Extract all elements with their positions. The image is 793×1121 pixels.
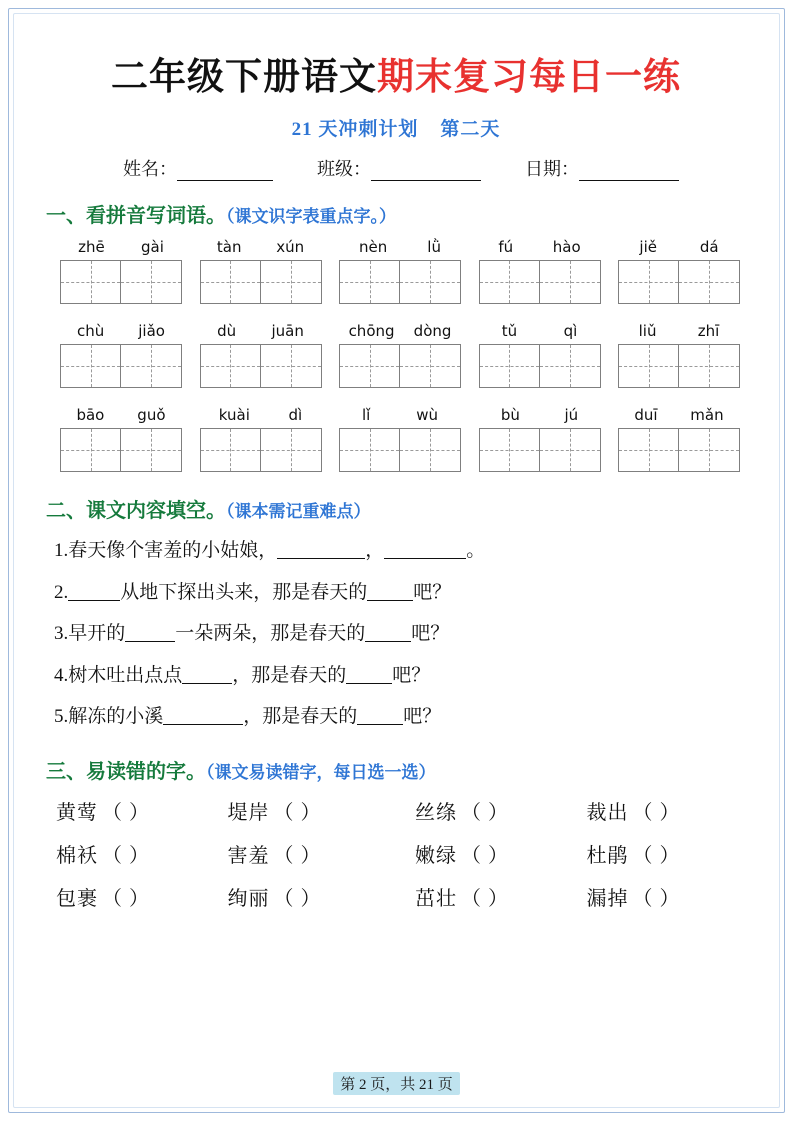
answer-parentheses[interactable]: （ ） bbox=[632, 887, 681, 910]
tianzige-cell[interactable] bbox=[60, 428, 121, 472]
tianzige-pair[interactable] bbox=[60, 344, 182, 388]
answer-parentheses[interactable]: （ ） bbox=[102, 887, 150, 910]
tianzige-cell[interactable] bbox=[679, 344, 740, 388]
tianzige-cell[interactable] bbox=[60, 344, 121, 388]
pinyin-item bbox=[618, 406, 740, 472]
answer-blank[interactable] bbox=[182, 667, 232, 684]
pinyin-item bbox=[618, 238, 740, 304]
pinyin-syllable: tàn bbox=[216, 238, 242, 256]
tianzige-cell[interactable] bbox=[618, 344, 679, 388]
tianzige-cell[interactable] bbox=[679, 260, 740, 304]
answer-parentheses[interactable]: （ ） bbox=[102, 801, 150, 824]
tianzige-cell[interactable] bbox=[121, 260, 182, 304]
tianzige-cell[interactable] bbox=[261, 344, 322, 388]
pinyin-item bbox=[618, 322, 740, 388]
pinyin-syllable: bù bbox=[500, 406, 520, 424]
pinyin-syllable: bāo bbox=[76, 406, 105, 424]
tianzige-pair[interactable] bbox=[339, 344, 461, 388]
page-title bbox=[46, 46, 746, 100]
page-content bbox=[46, 34, 746, 925]
pinyin-syllable: zhē bbox=[78, 238, 105, 256]
answer-parentheses[interactable]: （ ） bbox=[273, 887, 322, 910]
pinyin-label bbox=[479, 322, 601, 340]
question-text: 吧？ bbox=[411, 623, 450, 645]
pinyin-label bbox=[339, 406, 461, 424]
character-item bbox=[415, 839, 587, 868]
fill-in-blank-list bbox=[46, 537, 746, 731]
answer-parentheses[interactable]: （ ） bbox=[460, 887, 509, 910]
tianzige-cell[interactable] bbox=[400, 260, 461, 304]
pinyin-syllable: liǔ bbox=[638, 322, 657, 340]
answer-blank[interactable] bbox=[125, 625, 175, 642]
tianzige-cell[interactable] bbox=[479, 428, 540, 472]
answer-blank[interactable] bbox=[346, 667, 392, 684]
character-word: 裁出 bbox=[586, 801, 629, 824]
pinyin-syllable: dòng bbox=[413, 322, 452, 340]
pinyin-syllable: gài bbox=[140, 238, 164, 256]
tianzige-pair[interactable] bbox=[200, 260, 322, 304]
name-label: 姓名： bbox=[123, 159, 177, 179]
question-item bbox=[54, 620, 746, 648]
tianzige-cell[interactable] bbox=[540, 344, 601, 388]
answer-blank[interactable] bbox=[277, 542, 365, 559]
pinyin-label bbox=[339, 322, 461, 340]
tianzige-cell[interactable] bbox=[339, 428, 400, 472]
tianzige-cell[interactable] bbox=[200, 260, 261, 304]
pinyin-syllable: chù bbox=[77, 322, 105, 340]
character-word: 包裹 bbox=[56, 887, 98, 910]
pinyin-label bbox=[60, 238, 182, 256]
pinyin-label bbox=[60, 322, 182, 340]
student-info-row bbox=[46, 155, 746, 181]
subtitle-day: 第二天 bbox=[440, 119, 501, 140]
answer-parentheses[interactable]: （ ） bbox=[460, 844, 509, 867]
pinyin-label bbox=[200, 406, 322, 424]
answer-blank[interactable] bbox=[163, 708, 243, 725]
tianzige-cell[interactable] bbox=[679, 428, 740, 472]
character-item bbox=[586, 796, 746, 825]
pinyin-label bbox=[618, 322, 740, 340]
character-word: 堤岸 bbox=[227, 801, 270, 824]
question-item bbox=[54, 703, 746, 731]
character-word: 害羞 bbox=[227, 844, 270, 867]
pinyin-item bbox=[479, 238, 601, 304]
character-item bbox=[56, 796, 228, 825]
answer-blank[interactable] bbox=[384, 542, 466, 559]
character-word: 嫩绿 bbox=[414, 844, 457, 867]
character-word: 棉袄 bbox=[56, 844, 98, 867]
tianzige-cell[interactable] bbox=[121, 344, 182, 388]
pinyin-syllable: lǐ bbox=[361, 406, 371, 424]
character-item bbox=[228, 839, 415, 868]
character-item bbox=[228, 796, 415, 825]
pinyin-syllable: kuài bbox=[218, 406, 250, 424]
name-input-line[interactable] bbox=[177, 166, 273, 181]
pinyin-label bbox=[60, 406, 182, 424]
tianzige-cell[interactable] bbox=[200, 428, 261, 472]
pinyin-writing-block bbox=[46, 238, 746, 472]
pinyin-syllable: xún bbox=[276, 238, 305, 256]
tianzige-pair[interactable] bbox=[200, 428, 322, 472]
pinyin-label bbox=[618, 406, 740, 424]
section-1-title: 一、看拼音写词语。 bbox=[46, 205, 226, 227]
answer-blank[interactable] bbox=[365, 625, 411, 642]
pinyin-item bbox=[479, 406, 601, 472]
class-input-line[interactable] bbox=[371, 166, 481, 181]
tianzige-pair[interactable] bbox=[339, 260, 461, 304]
pinyin-syllable: lǜ bbox=[427, 238, 441, 256]
character-word: 漏掉 bbox=[586, 887, 629, 910]
pinyin-item bbox=[339, 322, 461, 388]
section-1-note: （课文识字表重点字。） bbox=[226, 207, 396, 226]
pinyin-syllable: guǒ bbox=[137, 406, 166, 424]
character-word: 茁壮 bbox=[414, 887, 457, 910]
date-label: 日期： bbox=[525, 159, 579, 179]
answer-parentheses[interactable]: （ ） bbox=[460, 801, 509, 824]
tianzige-pair[interactable] bbox=[618, 428, 740, 472]
question-text: 从地下探出头来，那是春天的 bbox=[120, 581, 368, 603]
pinyin-label bbox=[479, 238, 601, 256]
character-word: 丝绦 bbox=[414, 801, 457, 824]
pinyin-syllable: qì bbox=[563, 322, 578, 340]
tianzige-cell[interactable] bbox=[339, 260, 400, 304]
question-item bbox=[54, 537, 746, 565]
section-heading-3 bbox=[46, 755, 746, 784]
question-text: 2. bbox=[54, 581, 69, 603]
section-3-note: （课文易读错字，每日选一选） bbox=[206, 762, 436, 782]
character-item bbox=[415, 796, 587, 825]
question-text: 1.春天像个害羞的小姑娘， bbox=[54, 540, 278, 561]
character-row bbox=[56, 796, 746, 825]
question-item bbox=[54, 662, 746, 690]
tianzige-cell[interactable] bbox=[618, 260, 679, 304]
section-heading-2 bbox=[46, 494, 746, 523]
answer-parentheses[interactable]: （ ） bbox=[632, 844, 681, 867]
character-item bbox=[228, 882, 415, 911]
tianzige-cell[interactable] bbox=[400, 344, 461, 388]
character-item bbox=[586, 839, 746, 868]
character-row bbox=[56, 839, 746, 868]
tianzige-cell[interactable] bbox=[121, 428, 182, 472]
pinyin-item bbox=[60, 406, 182, 472]
answer-blank[interactable] bbox=[357, 708, 403, 725]
pinyin-row bbox=[60, 322, 740, 388]
section-2-note: （课本需记重难点） bbox=[226, 502, 371, 521]
answer-parentheses[interactable]: （ ） bbox=[632, 801, 681, 824]
tianzige-cell[interactable] bbox=[479, 260, 540, 304]
date-input-line[interactable] bbox=[579, 166, 679, 181]
answer-parentheses[interactable]: （ ） bbox=[273, 801, 322, 824]
question-text: 5.解冻的小溪 bbox=[54, 706, 164, 728]
pinyin-syllable: fú bbox=[498, 238, 514, 256]
pinyin-item bbox=[339, 238, 461, 304]
pinyin-syllable: chōng bbox=[348, 322, 395, 340]
tianzige-pair[interactable] bbox=[618, 344, 740, 388]
subtitle bbox=[46, 114, 746, 141]
pinyin-syllable: mǎn bbox=[690, 406, 724, 424]
tianzige-pair[interactable] bbox=[200, 344, 322, 388]
question-text: 3.早开的 bbox=[54, 623, 126, 645]
pinyin-row bbox=[60, 238, 740, 304]
tianzige-cell[interactable] bbox=[540, 428, 601, 472]
question-text: 一朵两朵，那是春天的 bbox=[175, 623, 366, 645]
pinyin-syllable: jiǎo bbox=[138, 322, 165, 340]
pinyin-syllable: hào bbox=[552, 238, 581, 256]
tianzige-pair[interactable] bbox=[479, 344, 601, 388]
tricky-characters-block bbox=[46, 796, 746, 911]
character-word: 绚丽 bbox=[227, 887, 270, 910]
section-heading-1 bbox=[46, 199, 746, 228]
tianzige-pair[interactable] bbox=[60, 428, 182, 472]
pinyin-syllable: tǔ bbox=[501, 322, 518, 340]
character-row bbox=[56, 882, 746, 911]
tianzige-cell[interactable] bbox=[200, 344, 261, 388]
pinyin-item bbox=[339, 406, 461, 472]
question-text: ，那是春天的 bbox=[232, 664, 347, 686]
question-text: 吧？ bbox=[413, 581, 452, 603]
pinyin-syllable: wù bbox=[416, 406, 439, 424]
tianzige-pair[interactable] bbox=[339, 428, 461, 472]
pinyin-syllable: jú bbox=[564, 406, 579, 424]
pinyin-syllable: duī bbox=[634, 406, 658, 424]
answer-parentheses[interactable]: （ ） bbox=[102, 844, 150, 867]
title-highlight: 期末复习每日一练 bbox=[377, 57, 681, 98]
tianzige-pair[interactable] bbox=[479, 260, 601, 304]
pinyin-item bbox=[60, 322, 182, 388]
tianzige-pair[interactable] bbox=[618, 260, 740, 304]
pinyin-label bbox=[339, 238, 461, 256]
class-field-group bbox=[317, 155, 481, 181]
tianzige-cell[interactable] bbox=[261, 428, 322, 472]
tianzige-cell[interactable] bbox=[261, 260, 322, 304]
question-text: 4.树木吐出点点 bbox=[54, 664, 183, 686]
page-number: 第 2 页，共 21 页 bbox=[333, 1072, 460, 1095]
pinyin-label bbox=[618, 238, 740, 256]
section-2-title: 二、课文内容填空。 bbox=[46, 500, 226, 522]
character-item bbox=[56, 882, 228, 911]
section-3-title: 三、易读错的字。 bbox=[46, 760, 206, 783]
pinyin-syllable: dù bbox=[217, 322, 237, 340]
pinyin-label bbox=[479, 406, 601, 424]
page-footer bbox=[0, 1072, 793, 1095]
pinyin-item bbox=[200, 238, 322, 304]
date-field-group bbox=[525, 155, 679, 181]
answer-blank[interactable] bbox=[68, 584, 120, 601]
tianzige-cell[interactable] bbox=[60, 260, 121, 304]
tianzige-pair[interactable] bbox=[60, 260, 182, 304]
tianzige-cell[interactable] bbox=[400, 428, 461, 472]
question-text: 吧？ bbox=[392, 664, 431, 686]
answer-blank[interactable] bbox=[367, 584, 413, 601]
name-field-group bbox=[123, 155, 273, 181]
pinyin-label bbox=[200, 322, 322, 340]
pinyin-item bbox=[60, 238, 182, 304]
tianzige-pair[interactable] bbox=[479, 428, 601, 472]
tianzige-cell[interactable] bbox=[540, 260, 601, 304]
question-text: 。 bbox=[466, 540, 486, 561]
pinyin-label bbox=[200, 238, 322, 256]
pinyin-syllable: dì bbox=[288, 406, 303, 424]
character-item bbox=[415, 882, 587, 911]
character-item bbox=[56, 839, 228, 868]
question-item bbox=[54, 579, 746, 607]
pinyin-item bbox=[200, 322, 322, 388]
pinyin-item bbox=[479, 322, 601, 388]
question-text: ， bbox=[365, 540, 385, 561]
class-label: 班级： bbox=[317, 159, 371, 179]
tianzige-cell[interactable] bbox=[618, 428, 679, 472]
question-text: 吧？ bbox=[403, 706, 442, 728]
pinyin-syllable: jiě bbox=[639, 238, 657, 256]
tianzige-cell[interactable] bbox=[479, 344, 540, 388]
pinyin-syllable: nèn bbox=[359, 238, 388, 256]
character-word: 杜鹃 bbox=[586, 844, 629, 867]
pinyin-syllable: zhī bbox=[697, 322, 720, 340]
title-subject: 二年级下册语文 bbox=[111, 57, 377, 98]
character-word: 黄莺 bbox=[56, 801, 98, 824]
pinyin-item bbox=[200, 406, 322, 472]
pinyin-syllable: dá bbox=[699, 238, 719, 256]
subtitle-plan: 21 天冲刺计划 bbox=[291, 119, 419, 140]
pinyin-row bbox=[60, 406, 740, 472]
pinyin-syllable: juān bbox=[271, 322, 304, 340]
character-item bbox=[586, 882, 746, 911]
tianzige-cell[interactable] bbox=[339, 344, 400, 388]
answer-parentheses[interactable]: （ ） bbox=[273, 844, 322, 867]
question-text: ，那是春天的 bbox=[243, 706, 358, 728]
